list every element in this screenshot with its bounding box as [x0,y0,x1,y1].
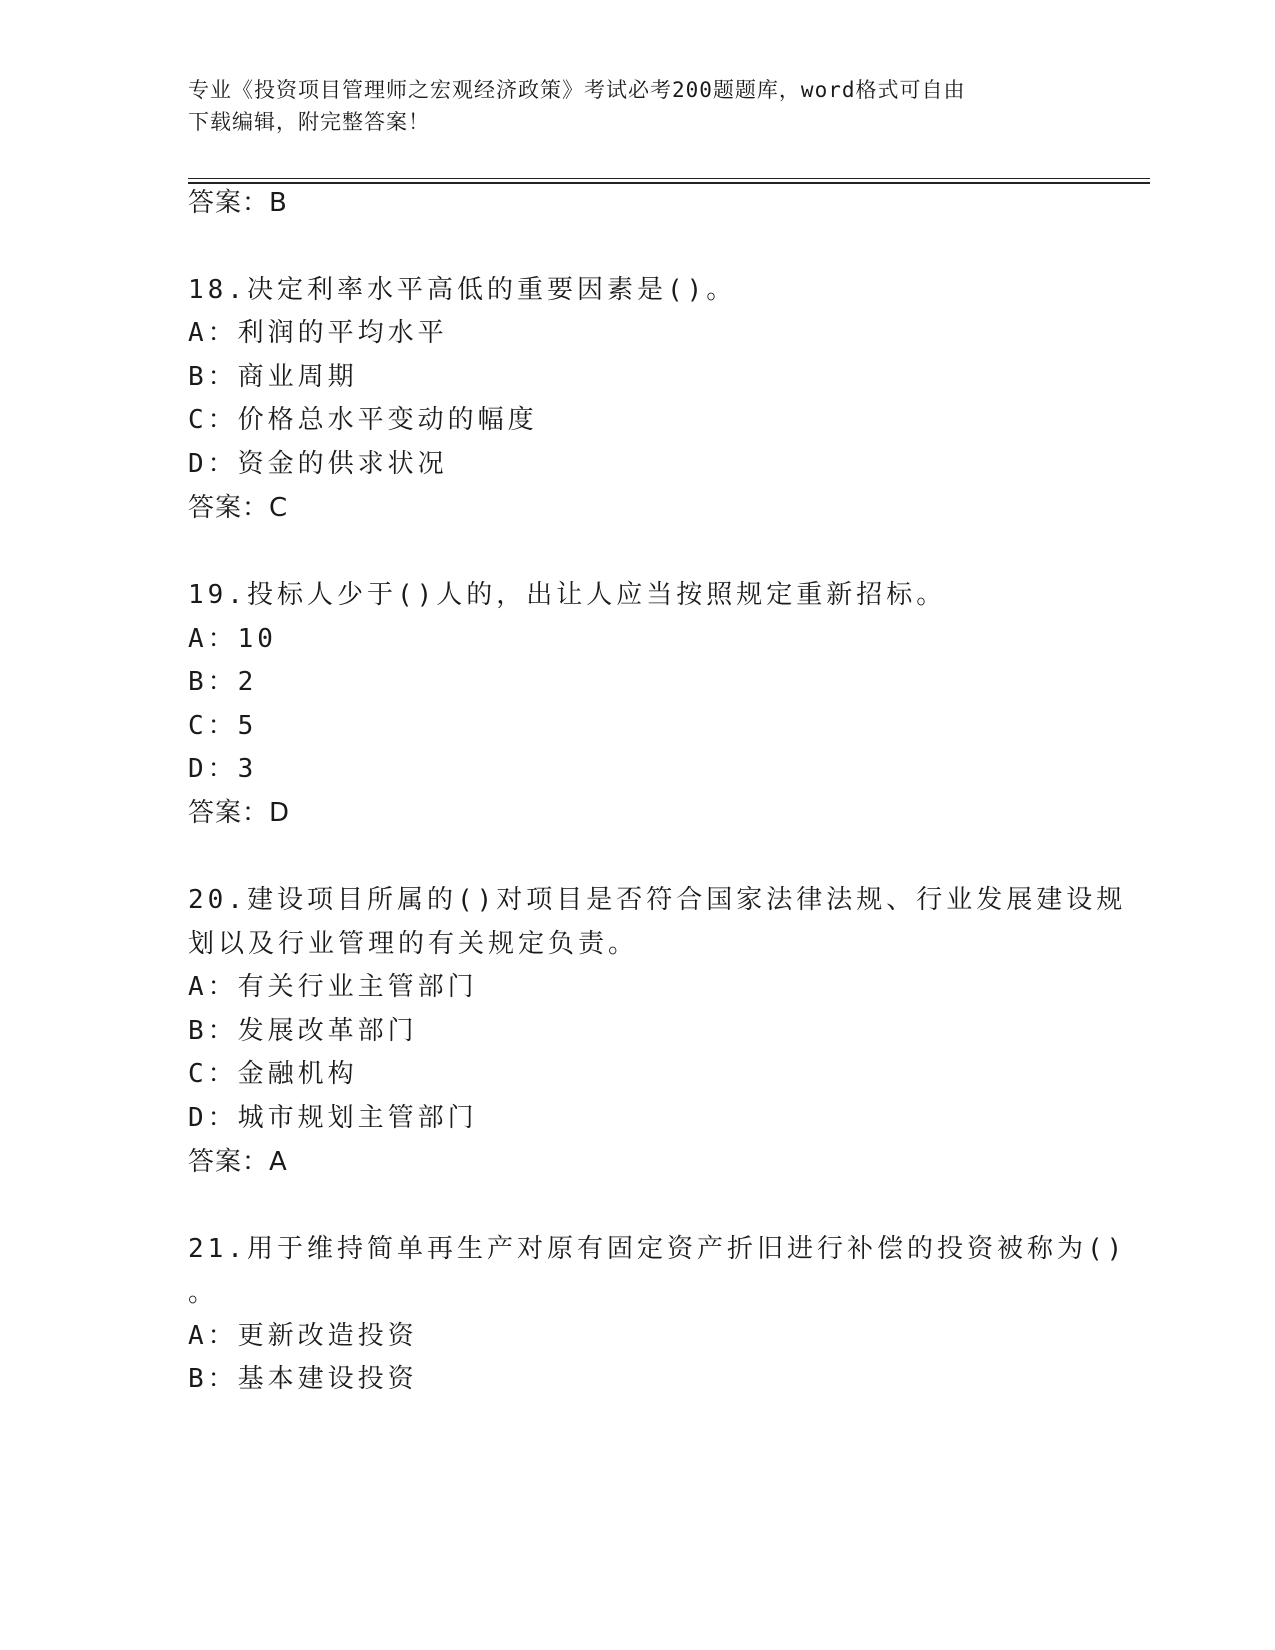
q19-answer: 答案：D [188,798,291,828]
q20-question-line-1: 20.建设项目所属的()对项目是否符合国家法律法规、行业发展建设规 [188,885,1127,915]
document-header [188,74,1068,138]
q18-option-b: B：商业周期 [188,362,358,392]
q18-answer: 答案：C [188,493,289,523]
header-divider-thin [188,178,1150,179]
q19-option-c: C：5 [188,711,258,741]
header-line-1: 专业《投资项目管理师之宏观经济政策》考试必考200题题库，word格式可自由 [188,78,966,102]
q20-question-line-2: 划以及行业管理的有关规定负责。 [188,929,639,959]
q18-option-d: D：资金的供求状况 [188,449,448,479]
q20-option-a: A：有关行业主管部门 [188,972,478,1002]
q20-option-c: C：金融机构 [188,1059,358,1089]
q21-option-b: B：基本建设投资 [188,1364,418,1394]
q20-answer: 答案：A [188,1147,288,1177]
q21-question-line-2: 。 [188,1278,219,1308]
header-line-2: 下载编辑，附完整答案！ [188,110,430,134]
q20-option-d: D：城市规划主管部门 [188,1103,478,1133]
q18-question: 18.决定利率水平高低的重要因素是()。 [188,275,737,305]
answer-prev: 答案：B [188,188,288,218]
q18-option-c: C：价格总水平变动的幅度 [188,405,538,435]
q21-question-line-1: 21.用于维持简单再生产对原有固定资产折旧进行补偿的投资被称为() [188,1234,1127,1264]
q19-option-d: D：3 [188,754,258,784]
q19-option-b: B：2 [188,667,258,697]
q21-option-a: A：更新改造投资 [188,1321,418,1351]
q18-option-a: A：利润的平均水平 [188,318,448,348]
q19-option-a: A：10 [188,624,277,654]
header-divider-thick [188,182,1150,184]
q20-option-b: B：发展改革部门 [188,1016,418,1046]
q19-question: 19.投标人少于()人的，出让人应当按照规定重新招标。 [188,580,947,610]
